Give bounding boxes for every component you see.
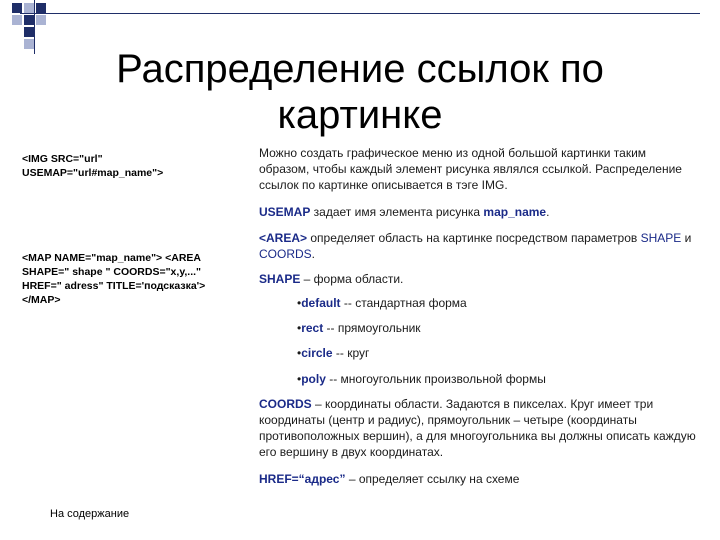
bullet-icon: • xyxy=(297,321,302,335)
list-item xyxy=(297,371,546,387)
area-paragraph xyxy=(259,230,699,262)
deco-square xyxy=(12,3,22,13)
shape-text: – форма области. xyxy=(300,272,404,286)
deco-square xyxy=(24,15,34,25)
code-line: USEMAP="url#map_name"> xyxy=(22,167,164,179)
deco-square xyxy=(36,15,46,25)
coords-keyword: COORDS xyxy=(259,397,312,411)
bullet-icon: • xyxy=(297,346,302,360)
deco-square xyxy=(24,39,34,49)
bullet-text: -- стандартная форма xyxy=(340,296,467,310)
area-end: . xyxy=(311,247,316,261)
coords-text: – координаты области. Задаются в пикселах. Круг имеет три координаты (центр и радиус), прямоугольник – четыре (координаты противоположных вершин), а для многоугольника вы должны описать каждую его вершину в двух координатах. xyxy=(259,397,696,459)
list-item xyxy=(297,295,467,311)
href-keyword: HREF=“адрес” xyxy=(259,472,346,486)
usemap-keyword: USEMAP xyxy=(259,205,311,219)
href-paragraph xyxy=(259,471,699,487)
intro-paragraph: Можно создать графическое меню из одной большой картинки таким образом, чтобы каждый элемент рисунка являлся ссылкой. Распределение ссылок по картинке описывается в тэге IMG. xyxy=(259,146,682,192)
code-line: <IMG SRC="url" xyxy=(22,153,103,165)
href-text: – определяет ссылку на схеме xyxy=(345,472,520,486)
area-and: и xyxy=(681,231,692,245)
deco-square xyxy=(24,3,34,13)
bullet-text: -- круг xyxy=(332,346,370,360)
list-item xyxy=(297,345,369,361)
usemap-text: задает имя элемента рисунка xyxy=(310,205,484,219)
usemap-end: . xyxy=(546,205,550,219)
area-keyword: <AREA> xyxy=(259,231,308,245)
bullet-text: -- прямоугольник xyxy=(323,321,421,335)
shape-paragraph xyxy=(259,271,699,287)
bullet-keyword: circle xyxy=(301,346,333,360)
page-title: Распределение ссылок по картинке xyxy=(116,47,604,137)
back-to-contents-link[interactable]: На содержание xyxy=(50,508,130,520)
code-img-example xyxy=(22,152,222,180)
deco-square xyxy=(24,27,34,37)
list-item xyxy=(297,320,421,336)
deco-square xyxy=(12,15,22,25)
bullet-keyword: poly xyxy=(301,372,326,386)
top-rule xyxy=(20,13,700,14)
area-coords: COORDS xyxy=(259,247,312,261)
usemap-paragraph xyxy=(259,204,699,220)
usemap-value: map_name xyxy=(483,205,547,219)
deco-square xyxy=(36,3,46,13)
area-text: определяет область на картинке посредством параметров xyxy=(307,231,641,245)
code-map-example xyxy=(22,251,247,307)
bullet-keyword: rect xyxy=(301,321,324,335)
bullet-icon: • xyxy=(297,296,302,310)
bullet-text: -- многоугольник произвольной формы xyxy=(325,372,546,386)
shape-keyword: SHAPE xyxy=(259,272,301,286)
code-line: HREF=" adress" TITLE='подсказка'> xyxy=(22,280,206,292)
area-shape: SHAPE xyxy=(640,231,682,245)
code-line: SHAPE=" shape " COORDS="x,y,..." xyxy=(22,266,202,278)
coords-paragraph xyxy=(259,396,699,460)
bullet-icon: • xyxy=(297,372,302,386)
bullet-keyword: default xyxy=(301,296,341,310)
code-line: </MAP> xyxy=(22,294,61,306)
code-line: <MAP NAME="map_name"> <AREA xyxy=(22,252,201,264)
vertical-rule xyxy=(34,0,35,54)
